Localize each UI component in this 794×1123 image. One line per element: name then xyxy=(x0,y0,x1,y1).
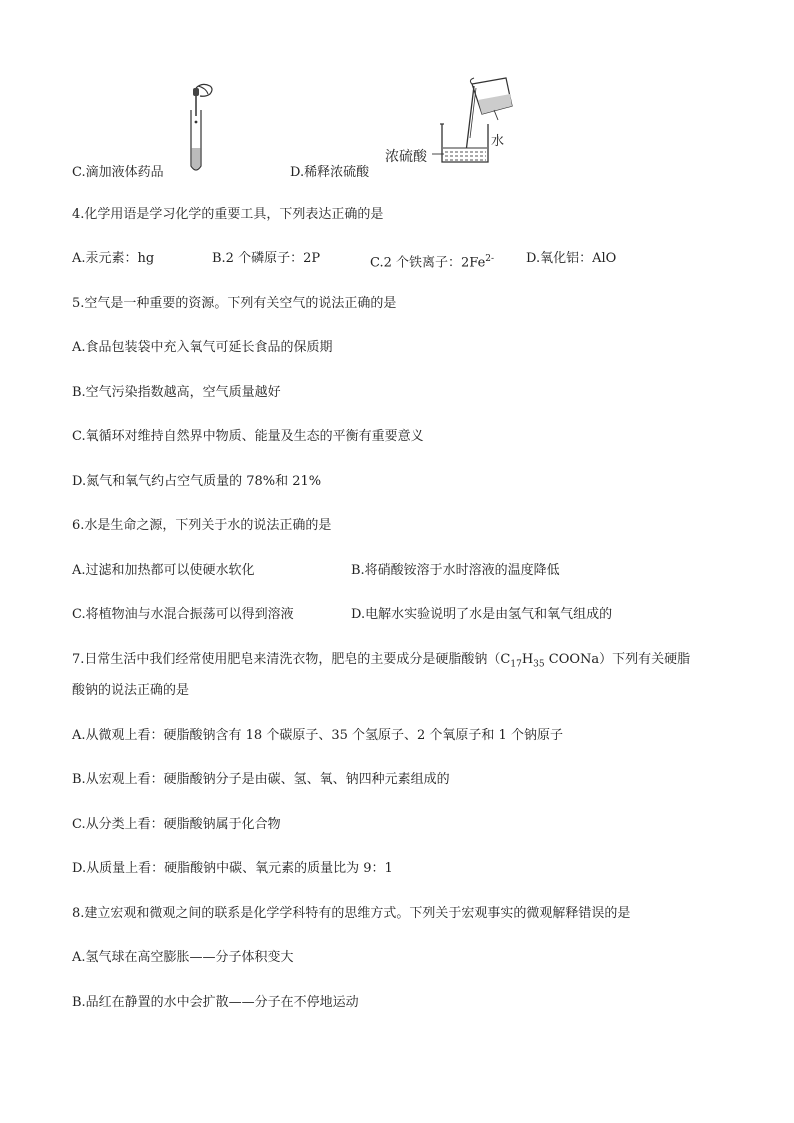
q7-stem-prefix: 7.日常生活中我们经常使用肥皂来清洗衣物，肥皂的主要成分是硬脂酸钠（C xyxy=(72,652,511,667)
q5-option-a: A.食品包装袋中充入氧气可延长食品的保质期 xyxy=(72,340,333,355)
acid-label: 浓硫酸 xyxy=(385,149,427,165)
q7-stem-suffix: COONa）下列有关硬脂 xyxy=(544,652,691,667)
q7-option-c: C.从分类上看：硬脂酸钠属于化合物 xyxy=(72,817,281,832)
q6-option-c: C.将植物油与水混合振荡可以得到溶液 xyxy=(72,607,294,622)
q4-option-b: B.2 个磷原子：2P xyxy=(212,251,321,266)
dropper-test-tube-figure xyxy=(178,82,218,177)
q4-option-c-text: C.2 个铁离子：2Fe xyxy=(370,255,486,271)
q7-sub-c: 17 xyxy=(510,659,522,670)
q4-option-d: D.氧化铝：AlO xyxy=(526,251,617,266)
q7-sub-h: 35 xyxy=(533,659,545,670)
q7-option-d: D.从质量上看：硬脂酸钠中碳、氧元素的质量比为 9：1 xyxy=(72,861,393,876)
beaker-pour-icon xyxy=(432,76,522,168)
q7-formula-h: H xyxy=(521,652,534,667)
q7-stem-line1 xyxy=(72,651,690,674)
q7-stem-line2: 酸钠的说法正确的是 xyxy=(72,683,190,698)
q5-option-d: D.氮气和氧气约占空气质量的 78%和 21% xyxy=(72,474,322,489)
q3-option-d: D.稀释浓硫酸 xyxy=(290,165,370,180)
dropper-test-tube-icon xyxy=(178,82,218,177)
q3-option-c: C.滴加液体药品 xyxy=(72,165,164,180)
q7-option-a: A.从微观上看：硬脂酸钠含有 18 个碳原子、35 个氢原子、2 个氧原子和 1 个钠原子 xyxy=(72,728,563,743)
dilute-acid-figure xyxy=(432,76,522,168)
q6-option-a: A.过滤和加热都可以使硬水软化 xyxy=(72,563,255,578)
q8-option-b: B.品红在静置的水中会扩散——分子在不停地运动 xyxy=(72,995,359,1010)
q6-option-b: B.将硝酸铵溶于水时溶液的温度降低 xyxy=(351,563,560,578)
q4-option-c xyxy=(370,250,494,272)
q6-option-d: D.电解水实验说明了水是由氢气和氧气组成的 xyxy=(351,607,613,622)
q5-option-c: C.氧循环对维持自然界中物质、能量及生态的平衡有重要意义 xyxy=(72,429,424,444)
water-label: 水 xyxy=(491,134,505,149)
q4-stem: 4.化学用语是学习化学的重要工具，下列表达正确的是 xyxy=(72,207,384,222)
q8-stem: 8.建立宏观和微观之间的联系是化学学科特有的思维方式。下列关于宏观事实的微观解释错误的是 xyxy=(72,906,631,921)
q4-option-a: A.汞元素：hg xyxy=(72,251,155,266)
q7-option-b: B.从宏观上看：硬脂酸钠分子是由碳、氢、氧、钠四种元素组成的 xyxy=(72,772,450,787)
q8-option-a: A.氢气球在高空膨胀——分子体积变大 xyxy=(72,950,294,965)
q5-option-b: B.空气污染指数越高，空气质量越好 xyxy=(72,385,281,400)
q6-stem: 6.水是生命之源，下列关于水的说法正确的是 xyxy=(72,518,332,533)
q4-option-c-charge: 2- xyxy=(485,254,495,264)
q5-stem: 5.空气是一种重要的资源。下列有关空气的说法正确的是 xyxy=(72,296,397,311)
